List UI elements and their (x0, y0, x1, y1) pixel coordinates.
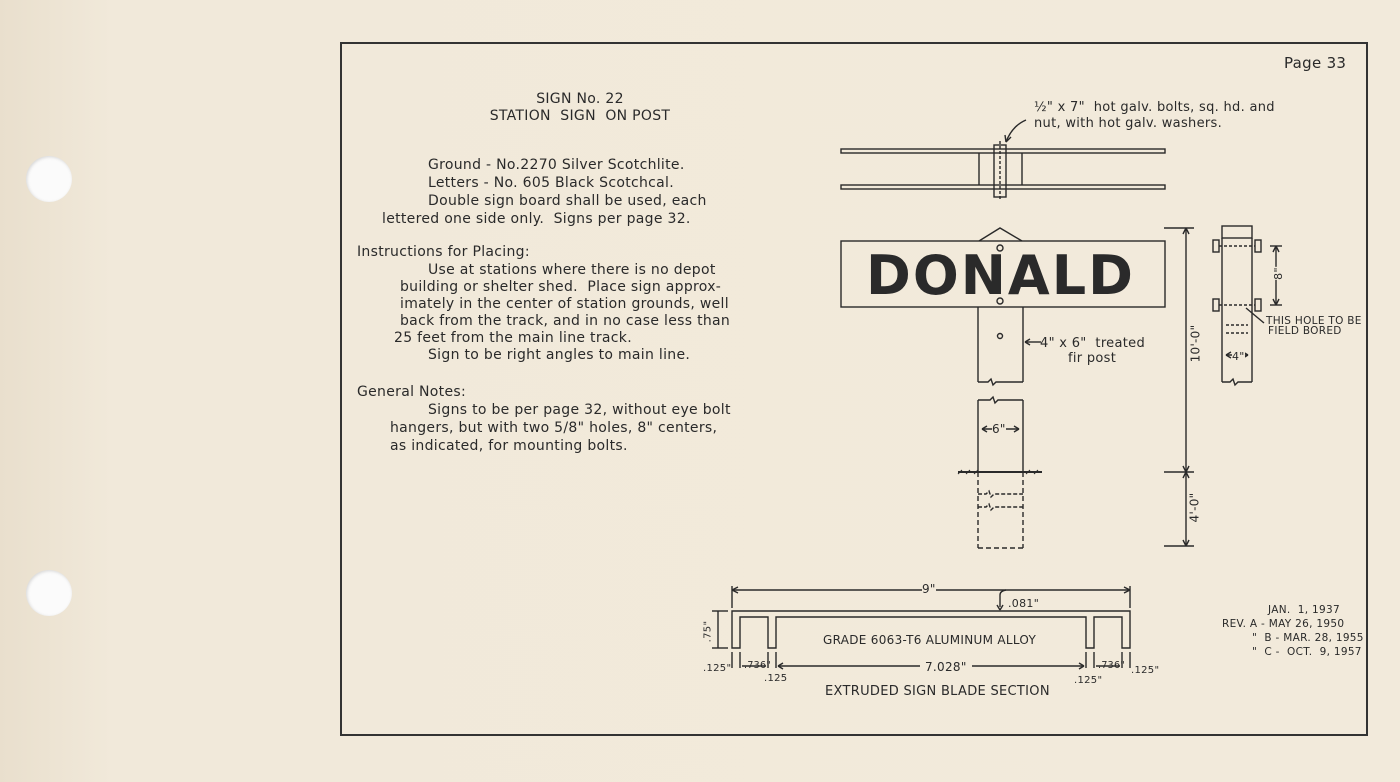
placing-line: Sign to be right angles to main line. (428, 347, 691, 363)
placing-line: building or shelter shed. Place sign approx- (400, 279, 722, 295)
revision-b: " B - MAR. 28, 1955 (1252, 632, 1364, 644)
placing-line: Use at stations where there is no depot (428, 262, 716, 278)
hole-spacing-dimension: 8" (1271, 267, 1285, 280)
blade-section-caption: EXTRUDED SIGN BLADE SECTION (825, 684, 1050, 699)
sign-title: SIGN No. 22 (536, 91, 624, 107)
placing-heading: Instructions for Placing: (357, 244, 530, 260)
placing-line: 25 feet from the main line track. (394, 330, 632, 346)
notes-line: as indicated, for mounting bolts. (390, 438, 628, 454)
blade-leg-thickness-dimension: .125 (764, 673, 788, 684)
original-date: JAN. 1, 1937 (1268, 604, 1340, 616)
materials-ground: Ground - No.2270 Silver Scotchlite. (428, 157, 685, 173)
hole-note-line-2: FIELD BORED (1268, 325, 1342, 337)
blade-flange-dimension: .125" (703, 663, 732, 674)
blade-width-dimension: 9" (922, 582, 936, 596)
blade-height-dimension: .75" (702, 620, 714, 643)
sign-top-view (841, 120, 1165, 201)
blade-material: GRADE 6063-T6 ALUMINUM ALLOY (823, 633, 1037, 647)
height-above-ground-dimension: 10'-0" (1188, 324, 1203, 363)
post-side-width-dimension: 4" (1232, 350, 1245, 363)
blade-flange-dimension: .125" (1074, 675, 1103, 686)
post-width-dimension: 6" (992, 422, 1006, 436)
sign-subtitle: STATION SIGN ON POST (489, 108, 671, 124)
height-below-ground-dimension: 4'-0" (1187, 492, 1202, 523)
notes-heading: General Notes: (357, 384, 466, 400)
sign-lettering: DONALD (866, 244, 1135, 307)
blade-thickness-dimension: .081" (1008, 597, 1040, 610)
hole-note-line-1: THIS HOLE TO BE (1266, 315, 1362, 327)
notes-line: Signs to be per page 32, without eye bolt (428, 402, 731, 418)
page-number: Page 33 (1284, 54, 1347, 72)
bolt-note-line-1: ½" x 7" hot galv. bolts, sq. hd. and (1034, 100, 1275, 115)
post-label-line-1: 4" x 6" treated (1040, 336, 1145, 351)
placing-line: back from the track, and in no case less than (400, 313, 731, 329)
revision-a: REV. A - MAY 26, 1950 (1222, 618, 1345, 630)
blade-section (712, 586, 1130, 669)
notes-line: hangers, but with two 5/8" holes, 8" centers, (390, 420, 718, 436)
materials-double-line-2: lettered one side only. Signs per page 32. (382, 211, 691, 227)
post-label-line-2: fir post (1068, 351, 1117, 366)
bolt-note-line-2: nut, with hot galv. washers. (1034, 116, 1223, 131)
post-side-view (1213, 226, 1282, 385)
revision-c: " C - OCT. 9, 1957 (1252, 646, 1362, 658)
blade-leg-dimension: .736" (744, 660, 772, 671)
blade-inner-dimension: 7.028" (925, 660, 967, 674)
materials-double-line-1: Double sign board shall be used, each (428, 193, 707, 209)
materials-letters: Letters - No. 605 Black Scotchcal. (428, 175, 674, 191)
blade-leg-dimension: .736" (1098, 660, 1126, 671)
blade-flange-dimension: .125" (1131, 665, 1160, 676)
placing-line: imately in the center of station grounds, well (400, 296, 729, 312)
